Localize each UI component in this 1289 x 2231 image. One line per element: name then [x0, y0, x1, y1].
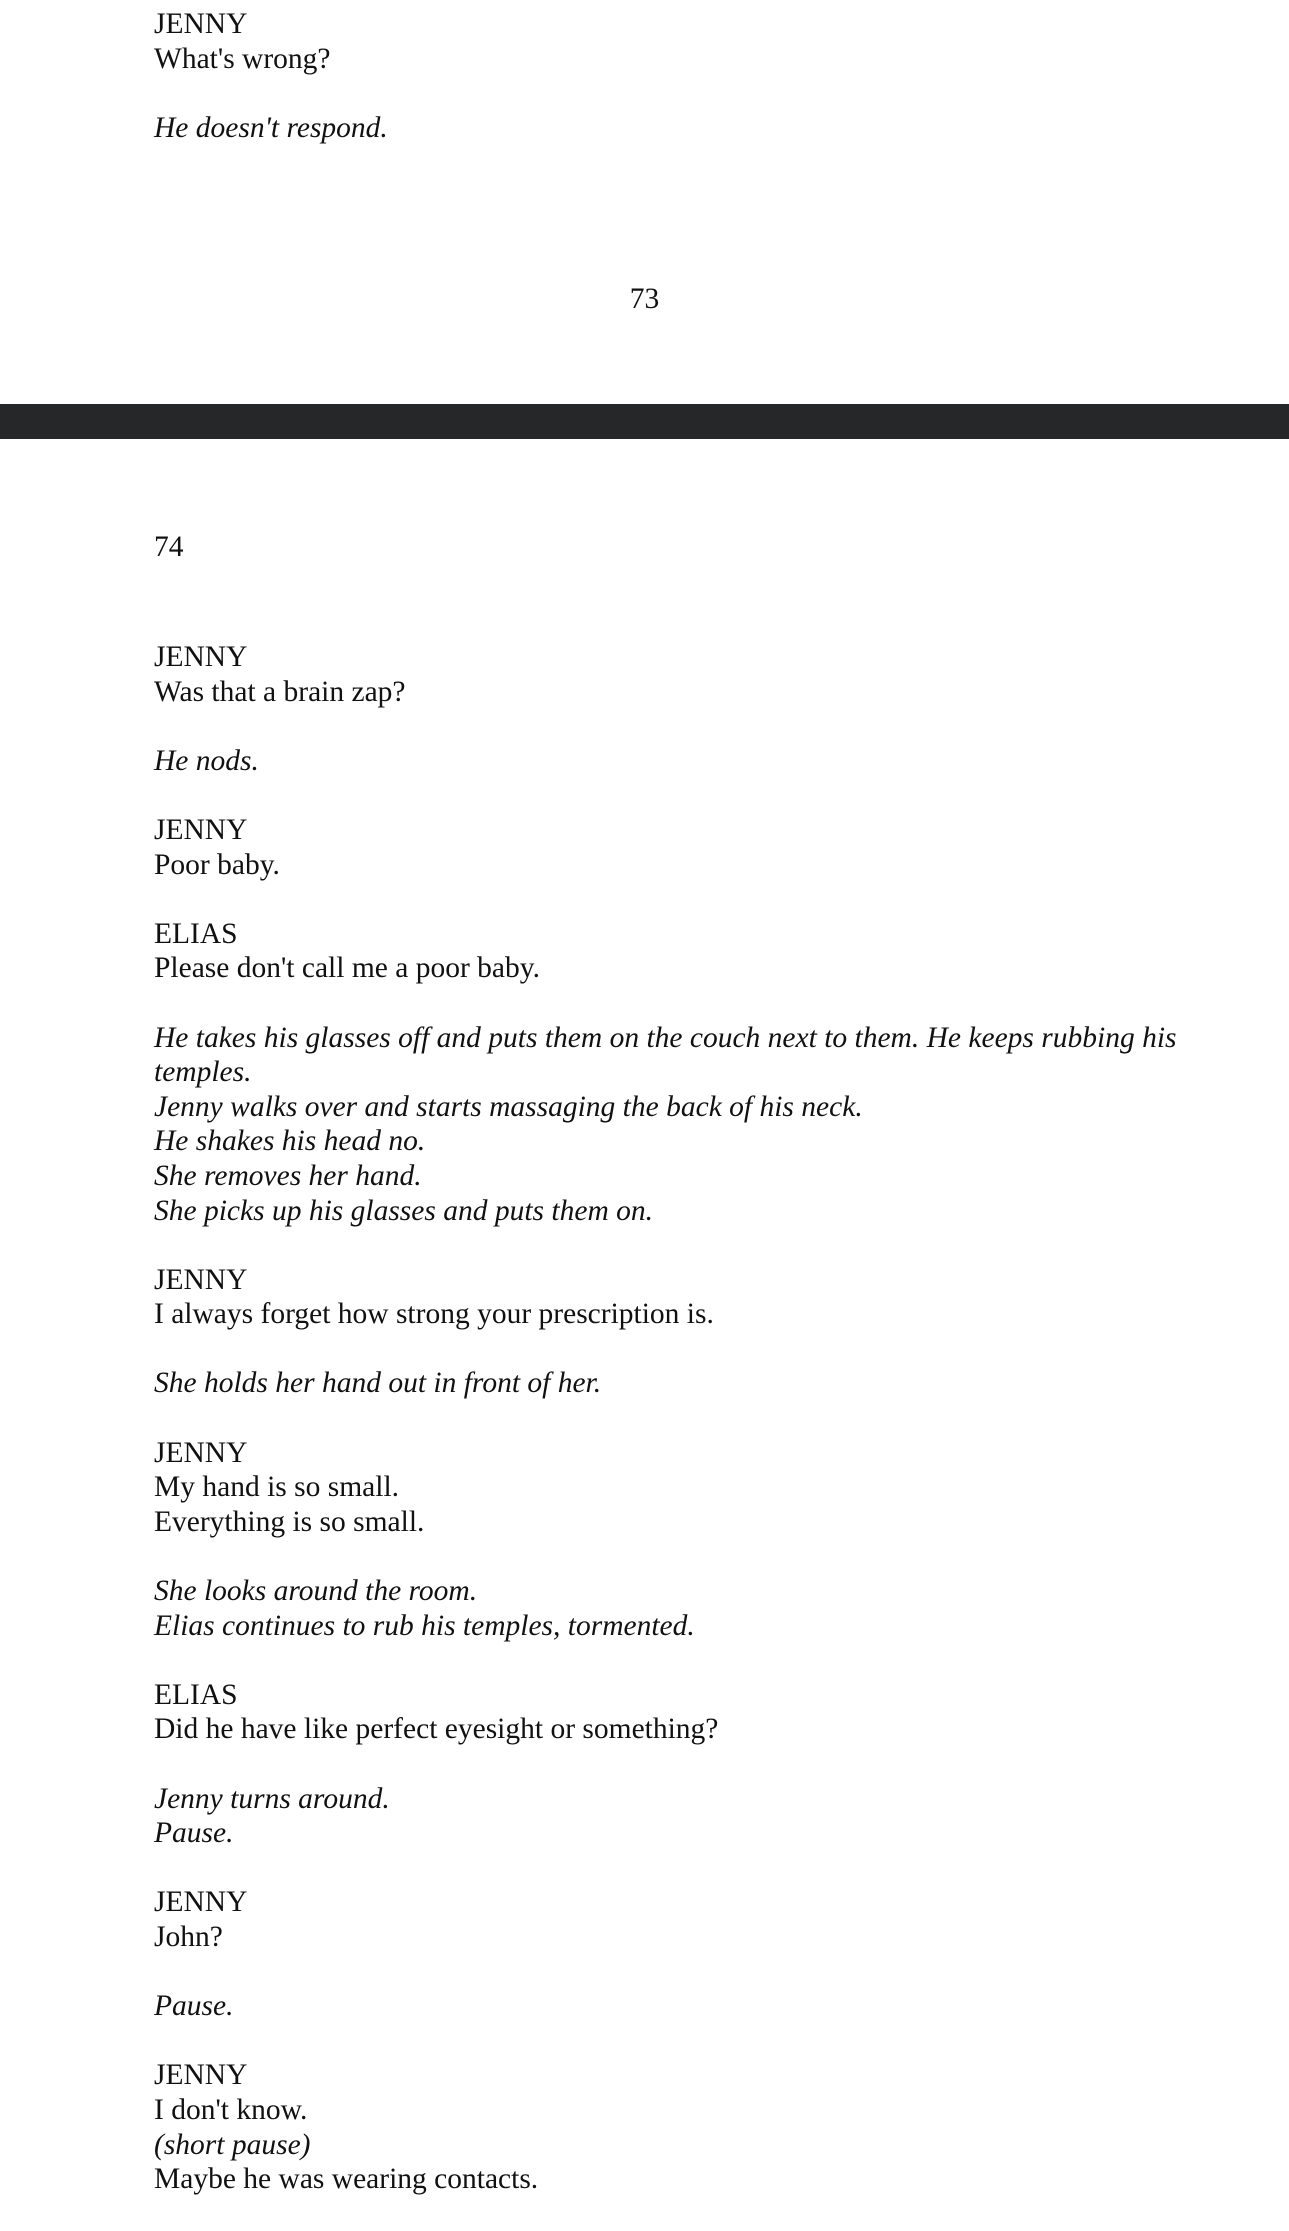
stage-direction: Elias continues to rub his temples, tormented. — [154, 1609, 695, 1642]
line-gap — [154, 1955, 1214, 1990]
line-gap — [154, 1332, 1214, 1367]
line-gap — [154, 1539, 1214, 1574]
stage-direction: He nods. — [154, 744, 259, 777]
line-gap — [154, 778, 1214, 813]
line-gap — [154, 882, 1214, 917]
line-gap — [154, 1851, 1214, 1886]
character-name: JENNY — [154, 641, 248, 673]
dialogue-line: John? — [154, 1920, 223, 1953]
stage-direction: Jenny walks over and starts massaging the back of his neck. — [154, 1090, 863, 1123]
line-gap — [154, 1747, 1214, 1782]
stage-direction: She looks around the room. — [154, 1575, 478, 1608]
line-gap — [154, 986, 1214, 1021]
dialogue-line: Did he have like perfect eyesight or something? — [154, 1713, 719, 1746]
stage-direction: He shakes his head no. — [154, 1125, 426, 1158]
stage-direction: He takes his glasses off and puts them on the couch next to them. He keeps rubbing his temples. — [154, 1021, 1184, 1089]
stage-direction: He doesn't respond. — [154, 111, 388, 144]
character-name: ELIAS — [154, 917, 238, 950]
stage-direction: Pause. — [154, 1817, 234, 1850]
dialogue-line: My hand is so small. — [154, 1471, 400, 1504]
character-name: JENNY — [154, 1436, 248, 1469]
line-gap — [154, 76, 1214, 111]
character-name: JENNY — [154, 8, 248, 40]
page-number: 74 — [154, 531, 184, 563]
page-separator-bar — [0, 404, 1289, 439]
document-page-73 — [0, 0, 1289, 404]
character-name: JENNY — [154, 1886, 248, 1919]
line-gap — [154, 709, 1214, 744]
line-gap — [154, 2024, 1214, 2059]
parenthetical: (short pause) — [154, 2128, 311, 2161]
line-gap — [154, 1401, 1214, 1436]
script-excerpt-page-73 — [154, 7, 1214, 145]
stage-direction: Pause. — [154, 1990, 234, 2023]
dialogue-line: Poor baby. — [154, 848, 280, 881]
character-name: JENNY — [154, 2059, 248, 2092]
stage-direction: She picks up his glasses and puts them on. — [154, 1194, 654, 1227]
character-name: JENNY — [154, 813, 248, 846]
character-name: JENNY — [154, 1263, 248, 1296]
stage-direction: She holds her hand out in front of her. — [154, 1367, 602, 1400]
dialogue-line: I always forget how strong your prescription is. — [154, 1298, 714, 1331]
dialogue-line: Maybe he was wearing contacts. — [154, 2163, 539, 2196]
dialogue-line: Was that a brain zap? — [154, 675, 406, 708]
stage-direction: She removes her hand. — [154, 1159, 422, 1192]
line-gap — [154, 1228, 1214, 1263]
stage-direction: Jenny turns around. — [154, 1782, 390, 1815]
script-excerpt-page-74 — [154, 640, 1214, 2197]
page-number: 73 — [629, 283, 660, 315]
line-gap — [154, 1643, 1214, 1678]
character-name: ELIAS — [154, 1678, 238, 1711]
dialogue-line: What's wrong? — [154, 42, 331, 75]
dialogue-line: Please don't call me a poor baby. — [154, 952, 540, 985]
dialogue-line: I don't know. — [154, 2093, 308, 2126]
dialogue-line: Everything is so small. — [154, 1505, 425, 1538]
